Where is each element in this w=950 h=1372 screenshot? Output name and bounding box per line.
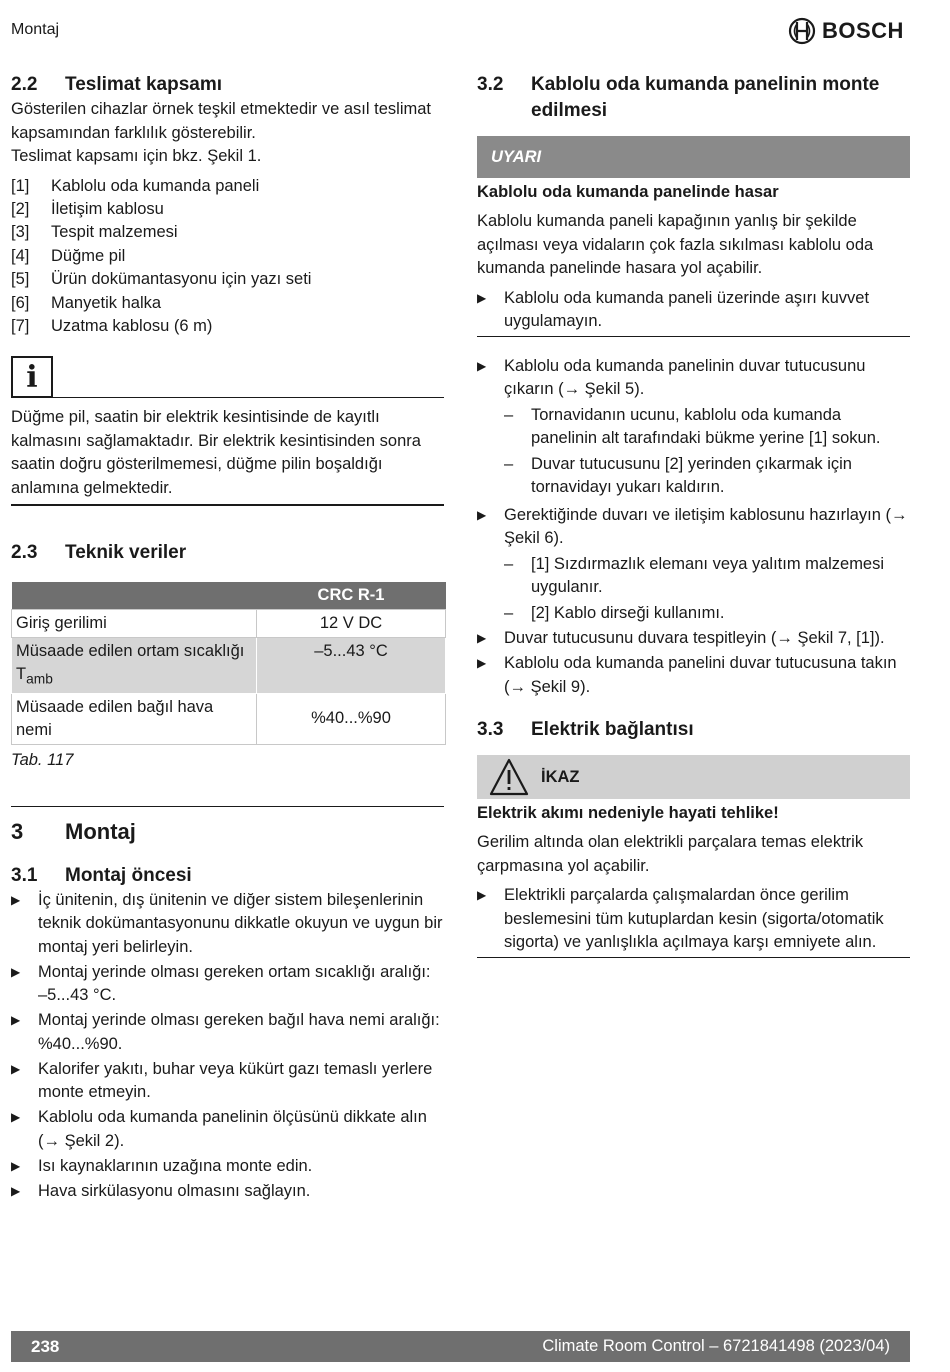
list-item: ▶ Hava sirkülasyonu olmasını sağlayın. <box>11 1181 311 1200</box>
section-number: 3.2 <box>477 74 504 95</box>
bosch-logo <box>788 17 904 45</box>
table-caption: Tab. 117 <box>11 750 74 769</box>
bosch-armature-icon <box>788 17 816 45</box>
list-item: [6] Manyetik halka <box>11 293 162 312</box>
list-item: ▶ Elektrikli parçalarda çalışmalardan önce gerilim beslemesini tüm kutuplardan kesin (sigorta/otomatik sigorta) ve yanlışlıkla açılmaya karşı emniyete alın. <box>477 886 884 951</box>
list-item: – [2] Kablo dirseği kullanımı. <box>504 603 725 622</box>
danger-text: Gerilim altında olan elektrikli parçalara temas elektrik çarpmasına yol açabilir. <box>477 833 864 875</box>
table-cell: Giriş gerilimi <box>12 610 257 638</box>
table-header-empty <box>12 582 257 610</box>
section-number: 3.3 <box>477 719 504 740</box>
page-number: 238 <box>31 1336 60 1356</box>
delivery-list <box>11 175 444 339</box>
warning-triangle-icon <box>477 758 541 796</box>
list-item: ▶ Kablolu oda kumanda panelinin duvar tutucusunu çıkarın (→ Şekil 5). <box>477 356 866 398</box>
pre-install-list <box>11 889 444 1204</box>
info-icon: i <box>11 356 53 398</box>
divider <box>53 397 444 398</box>
mounting-steps <box>477 504 910 551</box>
list-item: ▶ Kablolu oda kumanda panelini duvar tutucusuna takın (→ Şekil 9). <box>477 654 897 696</box>
warning-title: Kablolu oda kumanda panelinde hasar <box>477 183 779 201</box>
danger-bar <box>477 755 910 799</box>
list-item: [7] Uzatma kablosu (6 m) <box>11 316 213 335</box>
danger-list <box>477 884 910 955</box>
list-item: ▶ İç ünitenin, dış ünitenin ve diğer sistem bileşenlerinin teknik dokümantasyonunu dikkatle okuyun ve uygun bir montaj yeri belirleyin. <box>11 890 443 956</box>
section-3-3-heading <box>477 717 910 743</box>
brand-name: BOSCH <box>822 18 904 43</box>
list-item: [3] Tespit malzemesi <box>11 223 178 242</box>
page-footer <box>11 1331 910 1362</box>
left-column <box>11 72 444 1205</box>
section-2-2-heading <box>11 72 444 98</box>
list-item: [1] Kablolu oda kumanda paneli <box>11 176 260 195</box>
document-title: Climate Room Control – 6721841498 (2023/04) <box>542 1337 890 1355</box>
table-header: CRC R-1 <box>257 582 446 610</box>
table-row <box>12 638 446 693</box>
section-title: Teslimat kapsamı <box>65 74 223 95</box>
list-item: – [1] Sızdırmazlık elemanı veya yalıtım malzemesi uygulanır. <box>504 554 885 596</box>
section-title: Kablolu oda kumanda panelinin monte edilmesi <box>531 74 880 121</box>
list-item: [2] İletişim kablosu <box>11 199 164 218</box>
list-item: [5] Ürün dokümantasyonu için yazı seti <box>11 270 312 289</box>
section-2-3-heading <box>11 540 444 566</box>
section-title: Teknik veriler <box>65 542 187 564</box>
section-number: 2.2 <box>11 74 38 95</box>
info-text: Düğme pil, saatin bir elektrik kesintisinde de kayıtlı kalmasını sağlamaktadır. Bir elektrik kesintisinden sonra saatin doğru gösterilmemesi, düğme pilin boşaldığı anlamına gelmektedir. <box>11 408 421 497</box>
list-item: – Tornavidanın ucunu, kablolu oda kumanda panelinin alt tarafındaki bükme yerine [1] sokun. <box>504 405 881 447</box>
section-title: Montaj öncesi <box>65 864 192 886</box>
table-cell: Müsaade edilen ortam sıcaklığı $T_{amb}$ <box>12 638 257 693</box>
technical-data-table <box>11 582 446 744</box>
list-item: [4] Düğme pil <box>11 246 126 265</box>
substep-list <box>504 404 910 500</box>
warning-list <box>477 287 910 334</box>
list-item: ▶ Isı kaynaklarının uzağına monte edin. <box>11 1156 313 1175</box>
chapter-number: 3 <box>11 818 24 844</box>
list-item: ▶ Kablolu oda kumanda panelinin ölçüsünü dikkate alın (→ Şekil 2). <box>11 1108 427 1150</box>
table-row <box>12 610 446 638</box>
warning-bar: UYARI <box>477 136 910 178</box>
danger-title: Elektrik akımı nedeniyle hayati tehlike! <box>477 804 779 822</box>
right-column <box>477 72 910 958</box>
chapter-3-heading <box>11 817 444 847</box>
list-item: ▶ Kalorifer yakıtı, buhar veya kükürt gazı temaslı yerlere monte etmeyin. <box>11 1059 433 1102</box>
section-divider <box>11 806 444 807</box>
warning-text: Kablolu kumanda paneli kapağının yanlış bir şekilde açılması veya vidaların çok fazla sıkılması kablolu oda kumanda panelinde hasara yol açabilir. <box>477 212 874 277</box>
delivery-intro: Gösterilen cihazlar örnek teşkil etmektedir ve asıl teslimat kapsamından farklılık gösterebilir. <box>11 100 431 142</box>
warning-end-divider <box>477 336 910 337</box>
mounting-steps <box>477 355 910 402</box>
substep-list <box>504 553 910 626</box>
table-cell: 12 V DC <box>257 610 446 638</box>
section-number: 2.3 <box>11 542 38 564</box>
section-3-1-heading <box>11 863 444 889</box>
list-item: ▶ Montaj yerinde olması gereken bağıl hava nemi aralığı: %40...%90. <box>11 1011 440 1053</box>
list-item: ▶ Duvar tutucusunu duvara tespitleyin (→ Şekil 7, [1]). <box>477 629 885 647</box>
section-3-2-heading <box>477 72 910 124</box>
section-title: Elektrik bağlantısı <box>531 719 694 740</box>
list-item: ▶ Kablolu oda kumanda paneli üzerinde aşırı kuvvet uygulamayın. <box>477 288 870 330</box>
running-header: Montaj <box>11 21 60 38</box>
delivery-ref: Teslimat kapsamı için bkz. Şekil 1. <box>11 147 262 165</box>
section-number: 3.1 <box>11 864 38 886</box>
danger-end-divider <box>477 957 910 958</box>
list-item: – Duvar tutucusunu [2] yerinden çıkarmak için tornavidayı yukarı kaldırın. <box>504 454 852 496</box>
info-note <box>11 356 444 506</box>
danger-label: İKAZ <box>541 767 580 786</box>
list-item: ▶ Gerektiğinde duvarı ve iletişim kablosunu hazırlayın (→ Şekil 6). <box>477 505 908 547</box>
table-cell: %40...%90 <box>257 693 446 744</box>
table-row <box>12 693 446 744</box>
list-item: ▶ Montaj yerinde olması gereken ortam sıcaklığı aralığı: –5...43 °C. <box>11 962 431 1005</box>
table-cell: –5...43 °C <box>257 638 446 693</box>
table-cell: Müsaade edilen bağıl hava nemi <box>12 693 257 744</box>
mounting-steps <box>477 627 910 699</box>
chapter-title: Montaj <box>65 818 136 844</box>
